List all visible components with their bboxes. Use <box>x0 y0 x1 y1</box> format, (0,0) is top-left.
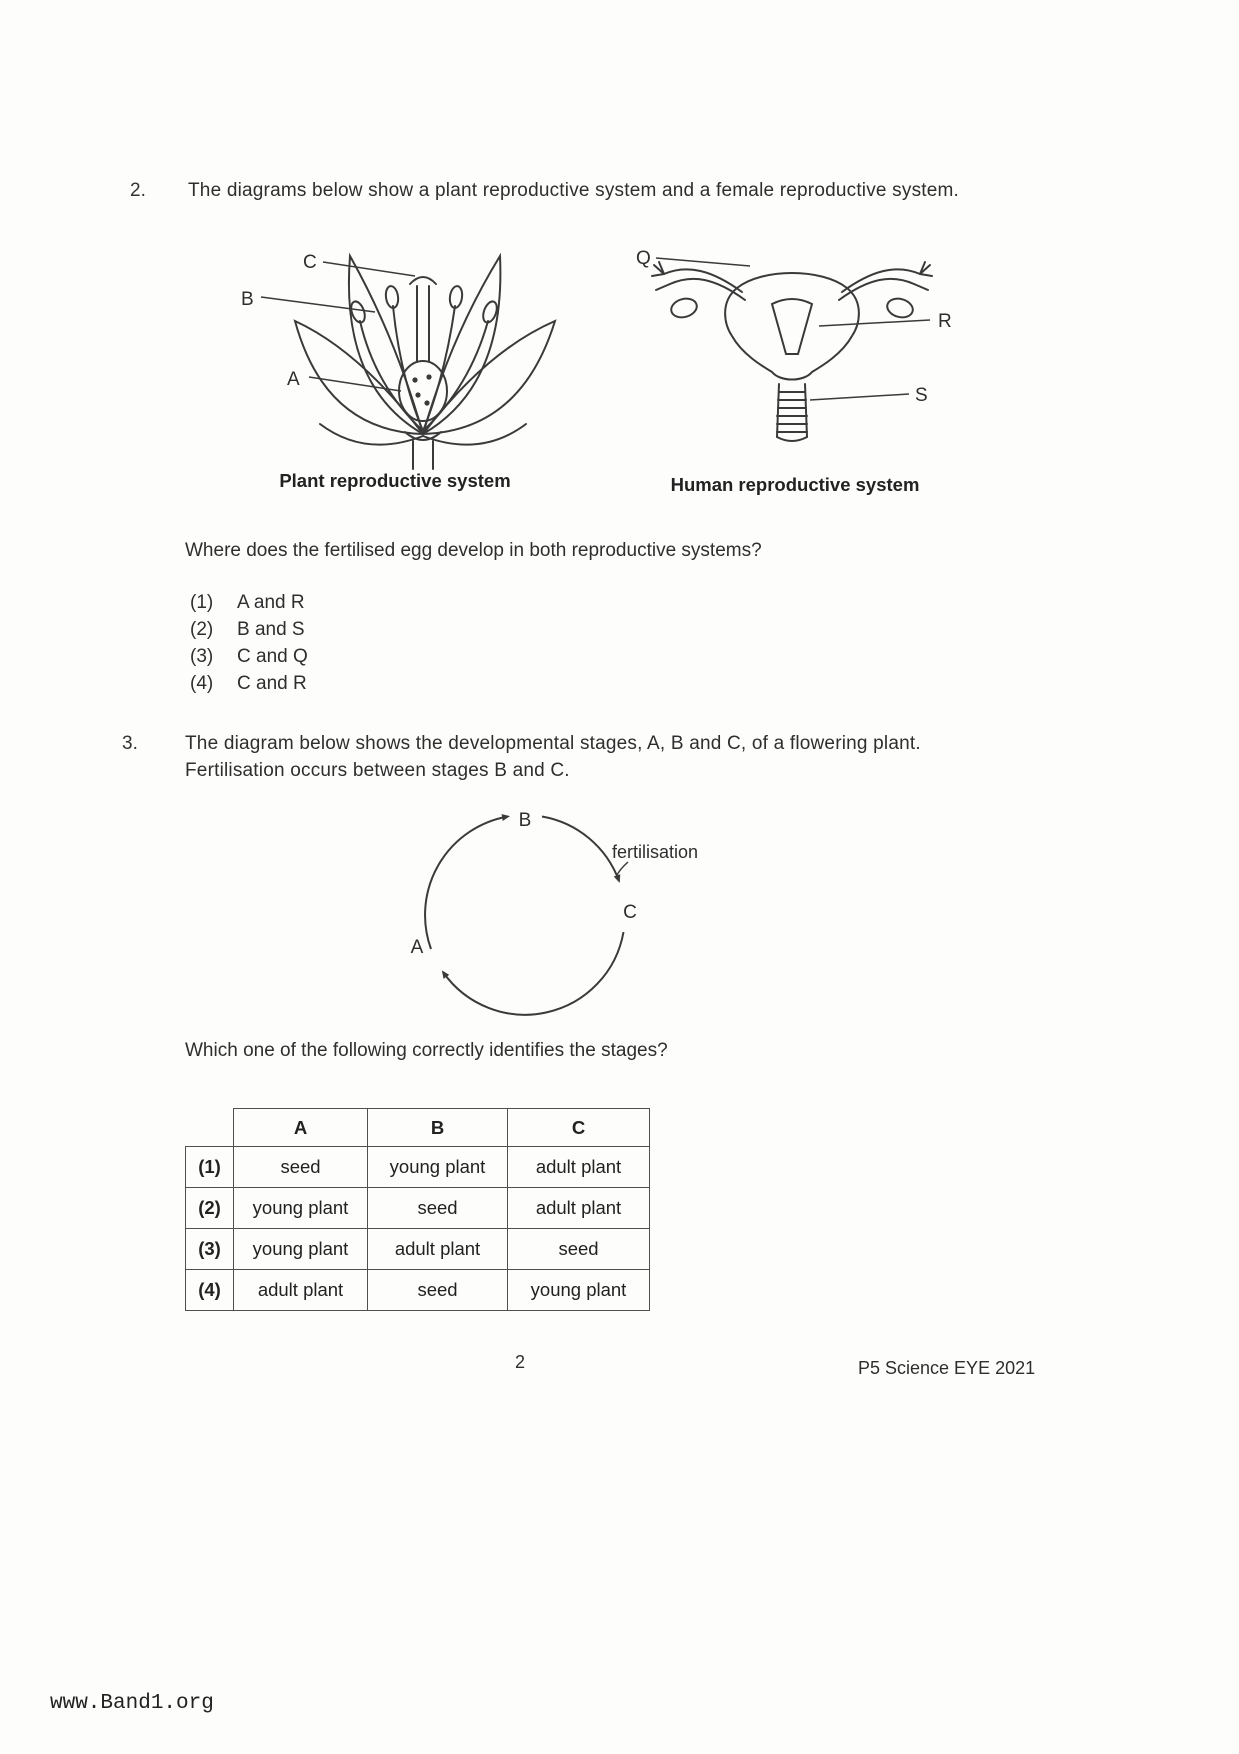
table-row <box>186 1229 650 1270</box>
q2-option-2-text: B and S <box>237 619 305 640</box>
question-2-text: Where does the fertilised egg develop in both reproductive systems? <box>185 540 762 561</box>
table-cell: young plant <box>234 1229 368 1270</box>
q2-option-1-text: A and R <box>237 592 305 613</box>
leader-line-q <box>656 258 750 266</box>
plant-label-a: A <box>287 369 300 390</box>
fertilisation-annotation: fertilisation <box>612 842 699 862</box>
question-3-number: 3. <box>122 733 138 754</box>
cycle-stage-a: A <box>410 937 424 958</box>
table-cell: adult plant <box>508 1147 650 1188</box>
answer-table <box>185 1108 650 1311</box>
table-cell: seed <box>368 1270 508 1311</box>
human-reproductive-diagram <box>612 232 962 467</box>
table-header-a: A <box>234 1109 368 1147</box>
plant-label-b: B <box>241 289 254 310</box>
leader-line-b <box>261 297 375 312</box>
question-2-number: 2. <box>130 180 146 201</box>
q2-option-1-number: (1) <box>190 592 214 613</box>
table-header-c: C <box>508 1109 650 1147</box>
table-cell: seed <box>234 1147 368 1188</box>
table-cell: seed <box>368 1188 508 1229</box>
q2-option-1 <box>190 592 305 614</box>
q2-option-3-text: C and Q <box>237 646 308 667</box>
question-3-text: Which one of the following correctly identifies the stages? <box>185 1040 668 1061</box>
table-row-number: (3) <box>186 1229 234 1270</box>
human-label-q: Q <box>636 248 651 269</box>
q2-option-4-number: (4) <box>190 673 214 694</box>
table-cell: young plant <box>234 1188 368 1229</box>
uterus-drawing <box>652 262 932 441</box>
table-row <box>186 1270 650 1311</box>
human-diagram-caption: Human reproductive system <box>670 474 920 495</box>
q2-option-2-number: (2) <box>190 619 214 640</box>
human-label-r: R <box>938 311 952 332</box>
flower-cross-section-drawing <box>295 256 555 469</box>
table-cell: young plant <box>368 1147 508 1188</box>
fertilisation-leader-line <box>616 862 628 877</box>
table-cell: adult plant <box>234 1270 368 1311</box>
table-cell: young plant <box>508 1270 650 1311</box>
table-cell: adult plant <box>368 1229 508 1270</box>
table-header-row <box>186 1109 650 1147</box>
plant-label-c: C <box>303 252 317 273</box>
watermark-url: www.Band1.org <box>50 1692 214 1715</box>
human-label-s: S <box>915 385 928 406</box>
footer-paper-title: P5 Science EYE 2021 <box>858 1358 1036 1378</box>
table-cell: adult plant <box>508 1188 650 1229</box>
cycle-stage-b: B <box>518 810 532 831</box>
cycle-stage-c: C <box>623 902 637 923</box>
cycle-arrow-b-to-c <box>542 817 619 882</box>
leader-line-s <box>810 394 909 400</box>
q2-option-4-text: C and R <box>237 673 307 694</box>
table-row-number: (1) <box>186 1147 234 1188</box>
table-row-number: (4) <box>186 1270 234 1311</box>
q2-option-2 <box>190 619 305 641</box>
table-row-number: (2) <box>186 1188 234 1229</box>
plant-reproductive-diagram <box>235 226 595 471</box>
cycle-arrow-a-to-b <box>425 817 508 950</box>
table-cell: seed <box>508 1229 650 1270</box>
table-row <box>186 1147 650 1188</box>
question-2-stem: The diagrams below show a plant reproductive system and a female reproductive system. <box>188 180 960 201</box>
table-header-b: B <box>368 1109 508 1147</box>
question-3-stem-line2: Fertilisation occurs between stages B and C. <box>185 760 570 781</box>
life-cycle-diagram <box>390 800 730 1035</box>
plant-diagram-caption: Plant reproductive system <box>279 470 511 491</box>
table-header-empty-cell <box>186 1109 234 1147</box>
leader-line-c <box>323 262 415 276</box>
q2-option-4 <box>190 673 307 695</box>
cycle-arrow-c-to-a <box>443 932 624 1015</box>
leader-line-r <box>819 320 930 326</box>
table-row <box>186 1188 650 1229</box>
q2-option-3-number: (3) <box>190 646 214 667</box>
q2-option-3 <box>190 646 308 668</box>
question-3-stem-line1: The diagram below shows the developmental stages, A, B and C, of a flowering plant. <box>185 733 921 754</box>
page-number: 2 <box>514 1352 525 1372</box>
